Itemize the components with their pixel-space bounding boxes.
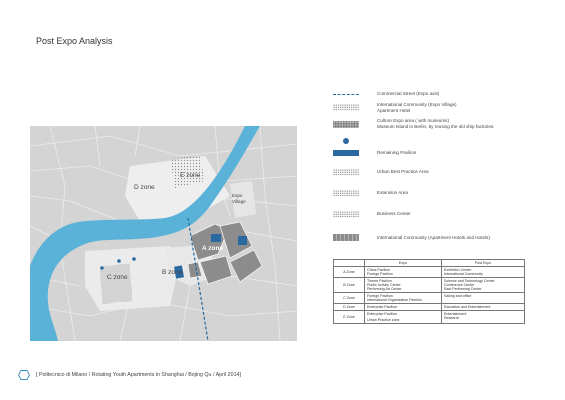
table-line: Sailing and office: [444, 294, 472, 298]
legend-text-expo-village-1: International Community (Expo Village): [377, 102, 457, 107]
legend-text-axis: Commercial Street (Expo axis): [377, 91, 440, 96]
legend-symbol-circle: [343, 138, 349, 144]
table-row: [334, 267, 525, 278]
table-line: Enterprise Pavilion: [367, 305, 397, 309]
table-cell-expo: [365, 267, 442, 278]
legend-text-international-community: International Community (Apartment Hotels and Hotels): [377, 235, 490, 240]
zone-program-table: [333, 259, 525, 324]
table-row: [334, 278, 525, 293]
page-title: Post Expo Analysis: [36, 36, 113, 46]
legend-symbol-international-community: [333, 234, 359, 241]
table-cell-expo: [365, 311, 442, 324]
legend-text-business-center: Business Center: [377, 211, 411, 216]
table-cell-post-expo: [442, 267, 525, 278]
table-line: Public Activity Center: [367, 283, 401, 287]
table-cell-post-expo: [442, 304, 525, 311]
table-row: [334, 293, 525, 304]
table-line: Urban Practice zone: [367, 318, 400, 322]
legend-text-expo-village-2: Apartment Hotel: [377, 108, 411, 113]
legend-text-urban-best-practice: Urban Best Practice Area: [377, 169, 429, 174]
table-line: East Performing Center: [444, 287, 482, 291]
legend-text-culture-expo-1: Culture Expo area ( with museums): [377, 118, 449, 123]
table-line: Theme Pavilion: [367, 279, 392, 283]
table-line: Education and Entertainment: [444, 305, 491, 309]
legend-symbol-business-center: [333, 211, 359, 218]
remaining-pavilion-a: [238, 236, 247, 245]
expo-village-label: Expo Village: [232, 193, 246, 204]
legend-symbol-remaining-pavilion: [333, 150, 359, 156]
table-cell-post-expo: [442, 278, 525, 293]
table-cell-post-expo: [442, 293, 525, 304]
table-line: International Community: [444, 272, 483, 276]
hexagon-icon: [18, 370, 30, 380]
table-line: Foreign Pavilion: [367, 294, 393, 298]
table-cell-zone: A Zone: [334, 267, 365, 278]
table-line: Foreign Pavilion: [367, 272, 393, 276]
table-line: China Pavilion: [367, 268, 390, 272]
legend-text-remaining-pavilion: Remaining Pavilion: [377, 150, 417, 155]
table-cell-zone: B Zone: [334, 278, 365, 293]
china-pavilion: [211, 234, 221, 242]
table-line: Entertainment: [444, 312, 467, 316]
zone-c-area: [85, 246, 183, 311]
table-cell-expo: [365, 293, 442, 304]
table-cell-zone: D Zone: [334, 304, 365, 311]
legend-text-culture-expo-2: Museum Island in Berlin, by reusing the old ship factories.: [377, 124, 495, 129]
legend-symbol-extension: [333, 190, 359, 197]
table-row: [334, 311, 525, 324]
footer-credit: [ Politecnico di Milano / Rotating Youth Apartments in Shanghai / Bojing Qu / April 2014]: [36, 372, 241, 378]
table-line: Conference Center: [444, 283, 475, 287]
table-line: Performing Art Center: [367, 287, 402, 291]
legend-symbol-expo-village: [333, 104, 359, 111]
table-line: Science and Technology Center: [444, 279, 495, 283]
table-cell-expo: [365, 304, 442, 311]
zone-e-label: E zone: [180, 172, 201, 179]
table-header-row: [334, 260, 525, 267]
site-map: [30, 126, 297, 341]
table-line: Research: [444, 316, 460, 320]
legend-symbol-axis: [333, 94, 359, 95]
legend-symbol-urban-best-practice: [333, 169, 359, 176]
legend-symbol-culture-expo: [333, 121, 359, 128]
table-cell-expo: [365, 278, 442, 293]
table-row: [334, 304, 525, 311]
zone-b-label: B zone: [162, 269, 183, 276]
table-header-post-expo: Post Expo: [442, 260, 525, 267]
zone-d-label: D zone: [134, 184, 155, 191]
table-cell-zone: E Zone: [334, 311, 365, 324]
legend-text-extension: Extension Area: [377, 190, 408, 195]
zone-c-label: C zone: [107, 274, 128, 281]
table-header-expo: Expo: [365, 260, 442, 267]
table-header-zone: [334, 260, 365, 267]
table-line: Exhibition Center: [444, 268, 472, 272]
zone-c-dots: [100, 264, 132, 304]
table-cell-zone: C Zone: [334, 293, 365, 304]
zone-a-label: A zone: [202, 245, 224, 252]
table-cell-post-expo: [442, 311, 525, 324]
table-line: International Organization Pavilion: [367, 298, 422, 302]
table-line: Enterprise Pavilion: [367, 312, 397, 316]
